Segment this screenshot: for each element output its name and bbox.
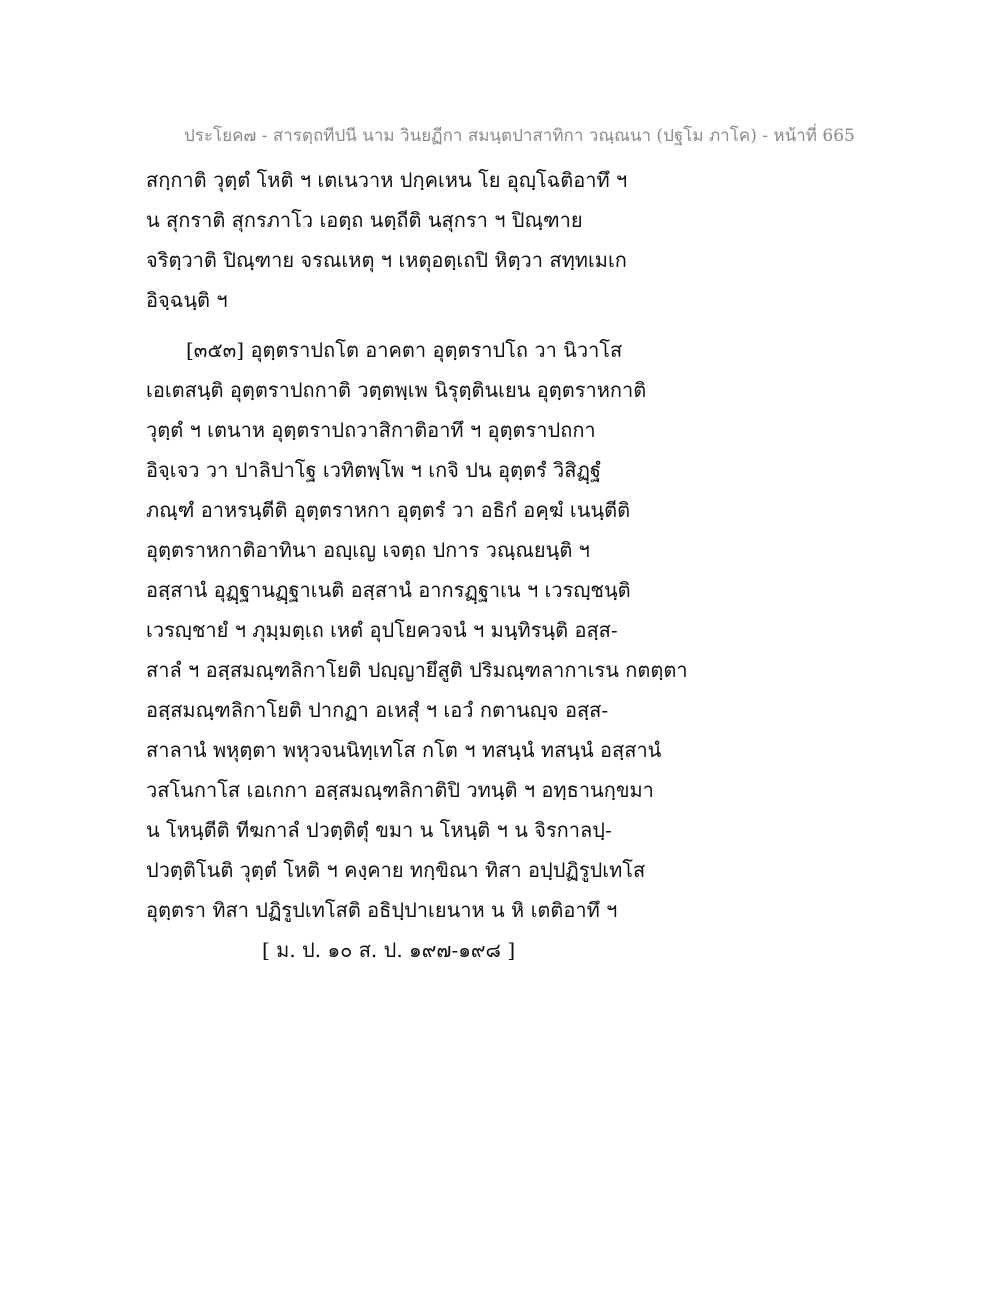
text-line: เอเตสนฺติ อุตฺตราปถกาติ วตฺตพฺเพ นิรุตฺตินเยน อุตฺตราหกาติ [146, 378, 647, 402]
text-line: อิจฺเจว วา ปาลิปาโฐ เวทิตพฺโพ ฯ เกจิ ปน อุตฺตรํ วิสิฏฺฐํ [146, 458, 601, 482]
text-line: เวรญฺชายํ ฯ ภุมฺมตฺเถ เหตํ อุปโยควจนํ ฯ มนฺทิรนฺติ อสฺส- [146, 618, 618, 642]
text-line: น สุกราติ สุกรภาโว เอตฺถ นตฺถีติ นสุกรา ฯ ปิณฺฑาย [146, 208, 583, 232]
text-line: วสโนกาโส เอเกกา อสฺสมณฺฑลิกาติปิ วทนฺติ ฯ อทฺธานกฺขมา [146, 778, 654, 802]
text-line: [๓๕๓] อุตฺตราปถโต อาคตา อุตฺตราปโถ วา นิวาโส [186, 338, 623, 362]
text-line: ปวตฺติโนติ วุตฺตํ โหติ ฯ คงฺคาย ทกฺขิณา ทิสา อปฺปฏิรูปเทโส [146, 858, 646, 882]
text-line: อสฺสานํ อุฏฺฐานฏฺฐาเนติ อสฺสานํ อากรฏฺฐาเน ฯ เวรญฺชนฺติ [146, 578, 631, 602]
source-reference: [ ม. ป. ๑๐ ส. ป. ๑๙๗-๑๙๘ ] [262, 938, 516, 962]
paragraph-2 [146, 330, 886, 930]
paragraph-1 [146, 160, 886, 320]
text-line: สาลานํ พหุตฺตา พหุวจนนิทฺเทโส กโต ฯ ทสนฺนํ ทสนฺนํ อสฺสานํ [146, 738, 662, 762]
text-line: สาลํ ฯ อสฺสมณฺฑลิกาโยติ ปญฺญายึสูติ ปริมณฺฑลากาเรน กตตฺตา [146, 658, 688, 682]
text-line: อุตฺตรา ทิสา ปฏิรูปเทโสติ อธิปฺปาเยนาห น หิ เตติอาทึ ฯ [146, 898, 618, 922]
text-line: อสฺสมณฺฑลิกาโยติ ปากฏา อเหสุํ ฯ เอวํ กตานญฺจ อสฺส- [146, 698, 609, 722]
text-line: วุตฺตํ ฯ เตนาห อุตฺตราปถวาสิกาติอาทึ ฯ อุตฺตราปถกา [146, 418, 596, 442]
text-line: น โหนฺตีติ ทีฆกาลํ ปวตฺติตุํ ขมา น โหนฺติ ฯ น จิรกาลปฺ- [146, 818, 612, 842]
text-line: จริตฺวาติ ปิณฺฑาย จรณเหตุ ฯ เหตุอตฺเถปิ หิตฺวา สทฺทเมเก [146, 248, 627, 272]
paragraph-gap [146, 320, 886, 330]
text-line: สกฺกาติ วุตฺตํ โหติ ฯ เตเนวาห ปกฺคเหน โย อุญฺโฉติอาทึ ฯ [146, 168, 628, 192]
body-text [146, 160, 886, 970]
page-header: ประโยค๗ - สารตฺถทีปนี นาม วินยฏีกา สมนฺตปาสาทิกา วณฺณนา (ปฐโม ภาโค) - หน้าที่ 665 [184, 126, 855, 146]
text-line: อุตฺตราหกาติอาทินา อญฺเญ เจตฺถ ปการ วณฺณยนฺติ ฯ [146, 538, 590, 562]
text-line: อิจฺฉนฺติ ฯ [146, 288, 228, 312]
text-line: ภณฺฑํ อาหรนฺตีติ อุตฺตราหกา อุตฺตรํ วา อธิกํ อคฺฆํ เนนฺตีติ [146, 498, 631, 522]
